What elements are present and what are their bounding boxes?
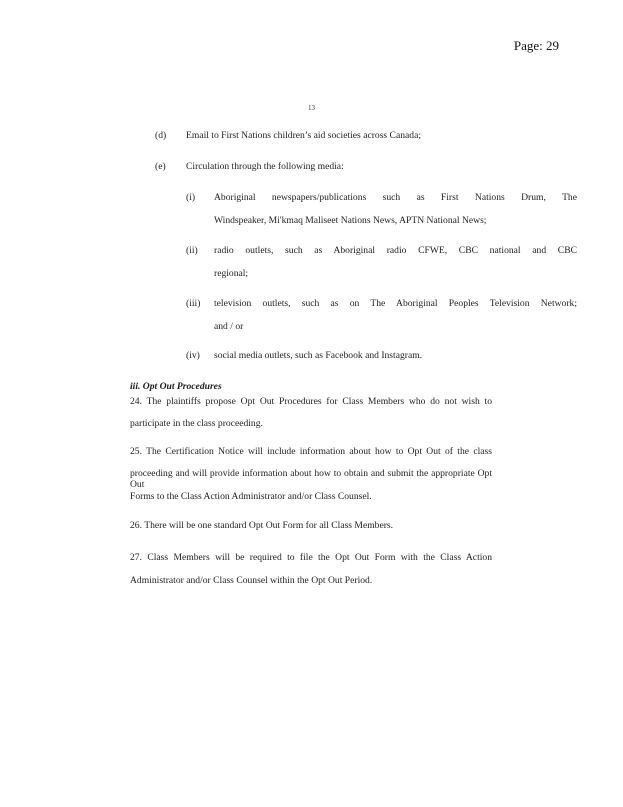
paragraph-26: 26. There will be one standard Opt Out Form for all Class Members. (130, 520, 394, 531)
paragraph-24-line1: 24. The plaintiffs propose Opt Out Procedures for Class Members who do not wish to (130, 396, 492, 407)
item-e-i-line1: Aboriginal newspapers/publications such as First Nations Drum, The (214, 192, 577, 203)
item-e-iv-label: (iv) (186, 350, 200, 361)
item-e-iv-text: social media outlets, such as Facebook and Instagram. (214, 350, 423, 361)
paragraph-24-line2: participate in the class proceeding. (130, 418, 263, 429)
paragraph-25-line2: proceeding and will provide information about how to obtain and submit the appropriate Opt Out (130, 468, 492, 490)
item-d-label: (d) (155, 130, 167, 141)
paragraph-27-line1: 27. Class Members will be required to file the Opt Out Form with the Class Action (130, 552, 492, 563)
paragraph-25-line3: Forms to the Class Action Administrator and/or Class Counsel. (130, 491, 372, 502)
section-heading: iii. Opt Out Procedures (130, 381, 222, 392)
item-e-ii-line1: radio outlets, such as Aboriginal radio CFWE, CBC national and CBC (214, 245, 577, 256)
item-e-iii-line1: television outlets, such as on The Aboriginal Peoples Television Network; (214, 298, 577, 309)
paragraph-25-line1: 25. The Certification Notice will include information about how to Opt Out of the class (130, 446, 492, 457)
item-e-label: (e) (155, 161, 166, 172)
item-e-iii-line2: and / or (214, 321, 244, 332)
item-e-iii-label: (iii) (186, 298, 201, 309)
item-e-ii-label: (ii) (186, 245, 198, 256)
item-e-i-label: (i) (186, 192, 196, 203)
paragraph-27-line2: Administrator and/or Class Counsel within the Opt Out Period. (130, 575, 373, 586)
item-d-text: Email to First Nations children’s aid societies across Canada; (186, 130, 421, 141)
item-e-ii-line2: regional; (214, 268, 249, 279)
item-e-text: Circulation through the following media: (186, 161, 344, 172)
item-e-i-line2: Windspeaker, Mi'kmaq Maliseet Nations News, APTN National News; (214, 215, 487, 226)
internal-page-number: 13 (308, 104, 315, 112)
page-label: Page: 29 (513, 38, 559, 53)
